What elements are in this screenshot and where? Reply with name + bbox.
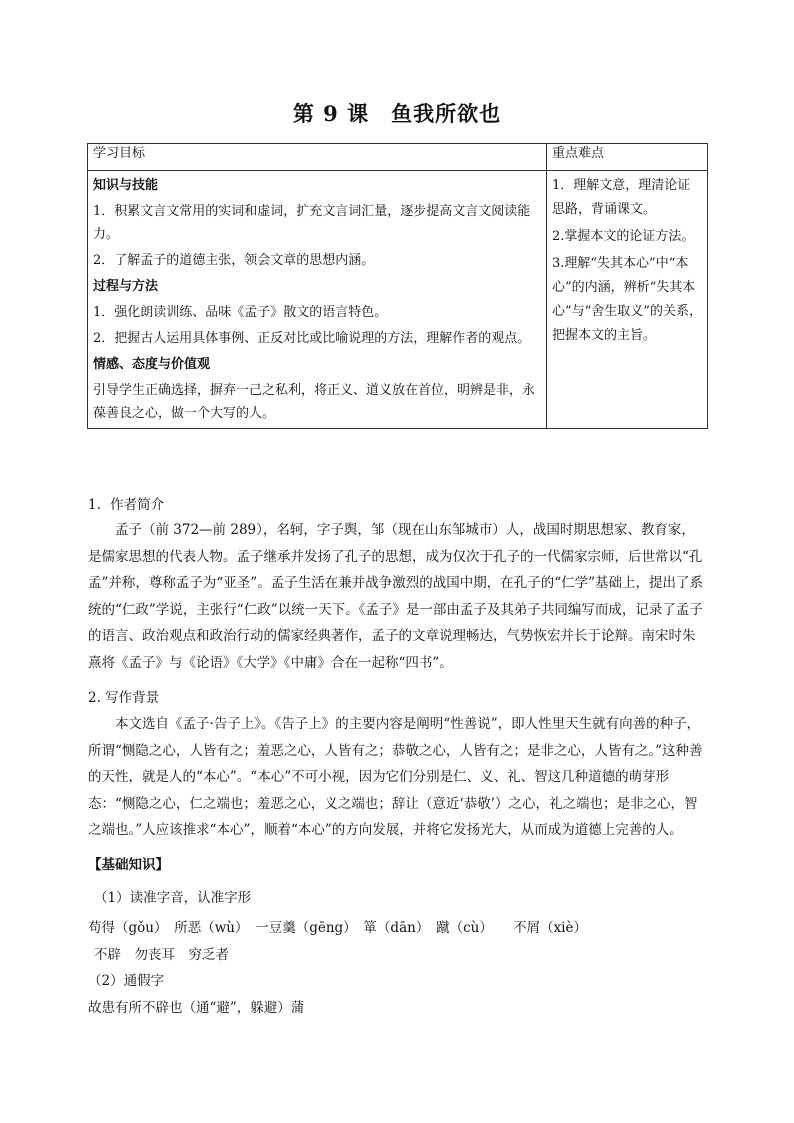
pronunciation-line: 不辟 勿丧耳 穷乏者 [94, 947, 229, 963]
goals-header: 学习目标 [88, 144, 547, 171]
section-heading: 情感、态度与价值观 [93, 357, 211, 372]
goal-item: 1．强化朗读训练、品味《孟子》散文的语言特色。 [93, 305, 388, 320]
pronunciation-line: 苟得（gǒu） 所恶（wù） 一豆羹（gēng） 箪（dān） 蹴（cù） 不屑（xiè） [88, 920, 587, 936]
author-text: 孟子（前 372—前 289），名轲，字子舆，邹（现在山东邹城市）人，战国时期思想家、教育家，是儒家思想的代表人物。孟子继承并发扬了孔子的思想，成为仅次于孔子的一代儒家宗师，后世常以“孔孟”并称，尊称孟子为“亚圣”。孟子生活在兼并战争激烈的战国中期，在孔子的“仁学”基础上，提出了系统的“仁政”学说，主张行“仁政”以统一天下。《孟子》是一部由孟子及其弟子共同编写而成，记录了孟子的语言、政治观点和政治行动的儒家经典著作，孟子的文章说理畅达，气势恢宏并长于论辩。南宋时朱熹将《孟子》与《论语》《大学》《中庸》合在一起称“四书”。 [88, 522, 704, 671]
section-heading: 知识与技能 [93, 178, 159, 193]
author-heading: 1．作者简介 [88, 497, 165, 513]
key-point: 3.理解“失其本心”中“本心”的内涵，辨析“失其本心”与“舍生取义”的关系，把握本文的主旨。 [552, 256, 702, 343]
objectives-table [87, 143, 708, 429]
goal-item: 2．把握古人运用具体事例、正反对比或比喻说理的方法，理解作者的观点。 [93, 331, 531, 346]
key-point: 1．理解文意，理清论证思路，背诵课文。 [552, 178, 691, 217]
background-body [88, 711, 708, 844]
key-point: 2.掌握本文的论证方法。 [552, 229, 695, 244]
goal-item: 2．了解孟子的道德主张，领会文章的思想内涵。 [93, 253, 375, 268]
tongjia-line: 故患有所不辟也（通“避”，躲避）蒲 [88, 1000, 305, 1016]
goal-item: 1．积累文言文常用的实词和虚词，扩充文言词汇量，逐步提高文言文阅读能力。 [93, 204, 531, 242]
author-body [88, 517, 708, 677]
basics-sub1: （1）读准字音，认准字形 [94, 890, 252, 906]
goals-cell [88, 171, 547, 429]
background-text: 本文选自《孟子·告子上》。《告子上》的主要内容是阐明“性善说”，即人性里天生就有向善的种子，所谓“恻隐之心，人皆有之；羞恶之心，人皆有之；恭敬之心，人皆有之；是非之心，人皆有之。”这种善的天性，就是人的“本心”。“本心”不可小视，因为它们分别是仁、义、礼、智这几种道德的萌芽形态：“恻隐之心，仁之端也；羞恶之心，义之端也；辞让（意近‘恭敬’）之心，礼之端也；是非之心，智之端也。”人应该推求“本心”，顺着“本心”的方向发展，并将它发扬光大，从而成为道德上完善的人。 [88, 716, 703, 839]
section-heading: 过程与方法 [93, 279, 159, 294]
basics-heading: 【基础知识】 [88, 857, 169, 873]
basics-sub2: （2）通假字 [88, 973, 165, 989]
keypoints-cell [547, 171, 708, 429]
background-heading: 2. 写作背景 [88, 690, 160, 706]
goal-item: 引导学生正确选择，摒弃一己之私利，将正义、道义放在首位，明辨是非，永葆善良之心，做一个大写的人。 [93, 383, 536, 421]
page-title: 第 9 课 鱼我所欲也 [292, 101, 502, 126]
keypoints-header: 重点难点 [547, 144, 708, 171]
